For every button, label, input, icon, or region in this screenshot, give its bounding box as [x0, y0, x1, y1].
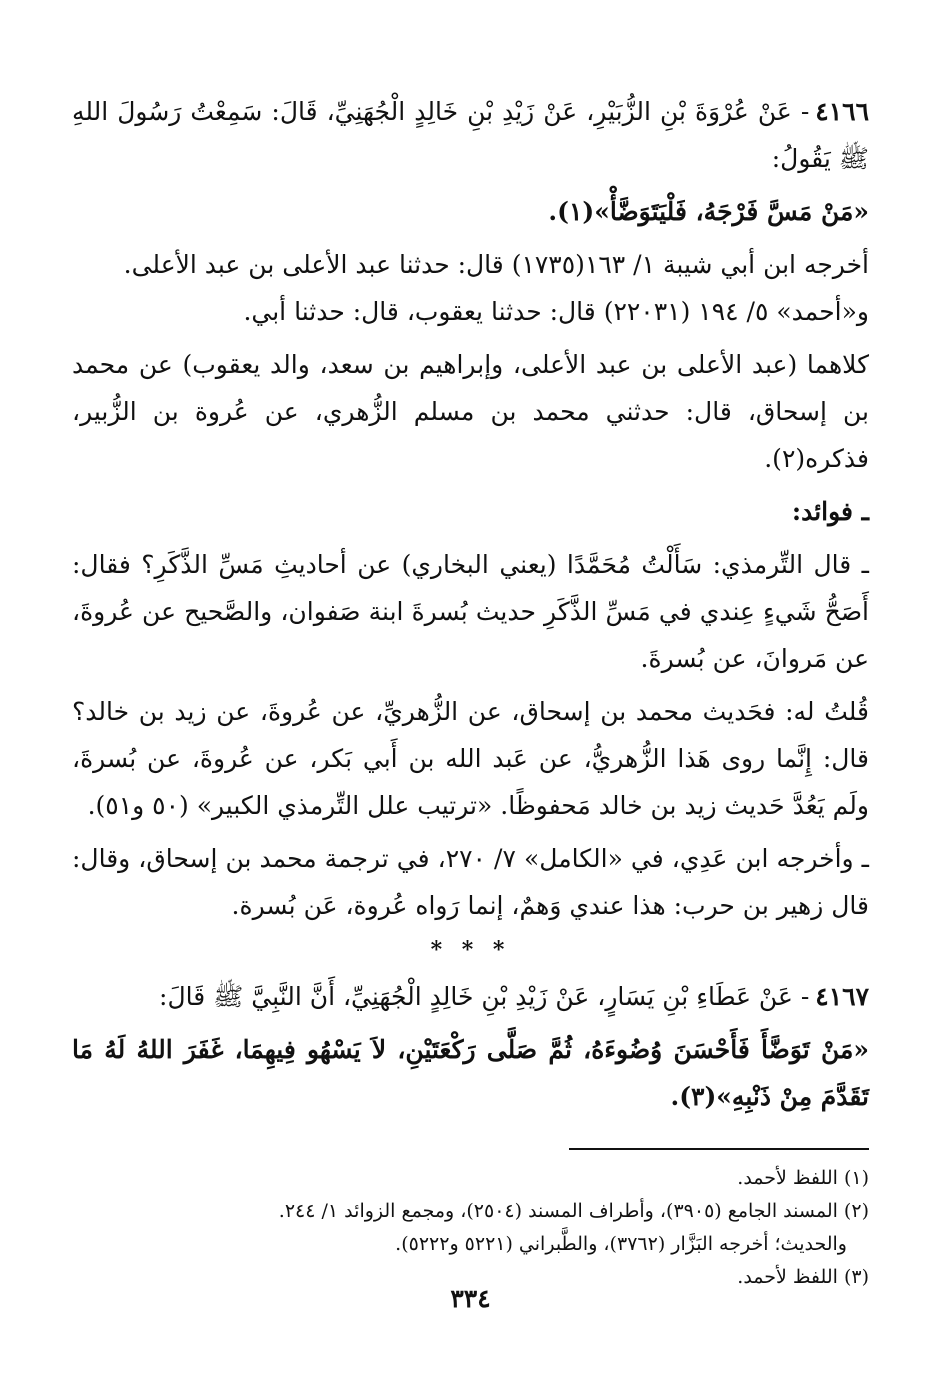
takhrij-ibn-abi-shayba: أخرجه ابن أبي شيبة ١/ ١٦٣(١٧٣٥) قال: حدثنا عبد الأعلى بن عبد الأعلى. — [123, 250, 869, 279]
hadith-text: - عَنْ عَطَاءِ بْنِ يَسَارٍ، عَنْ زَيْدِ بْنِ خَالِدٍ الْجُهَنِيِّ، أَنَّ النَّبِيَّ ﷺ قَالَ: — [159, 982, 810, 1011]
fawaid-tirmidhi: ـ قال التِّرمذي: سَأَلْتُ مُحَمَّدًا (يعني البخاري) عن أحاديثِ مَسِّ الذَّكَرِ؟ فقال: أَصَحُّ شَيءٍ عِندي في مَسِّ الذَّكَرِ حديث بُسرةَ ابنة صَفوان، والصَّحيح عن عُروةَ، عن مَروانَ، عن بُسرةَ. — [72, 550, 869, 673]
footnote-1: (١) اللفظ لأحمد. — [737, 1167, 869, 1189]
footnote-2: (٢) المسند الجامع (٣٩٠٥)، وأطراف المسند (٢٥٠٤)، ومجمع الزوائد ١/ ٢٤٤. — [278, 1200, 869, 1222]
hadith-4167-intro — [72, 973, 869, 1020]
hadith-number: ٤١٦٧ — [815, 982, 869, 1011]
page-number: ٣٣٤ — [450, 1284, 491, 1313]
hadith-text: - عَنْ عُرْوَةَ بْنِ الزُّبَيْرِ، عَنْ زَيْدِ بْنِ خَالِدٍ الْجُهَنِيِّ، قَالَ: سَمِعْتُ رَسُولَ اللهِ ﷺ يَقُولُ: — [72, 97, 869, 173]
fawaid-heading: ـ فوائد: — [791, 497, 869, 526]
hadith-4166-intro — [72, 88, 869, 182]
footnote-divider — [569, 1148, 869, 1150]
section-separator: * * * — [430, 937, 511, 963]
hadith-number: ٤١٦٦ — [815, 97, 869, 126]
main-text — [72, 88, 869, 1120]
footnote-2-continued: والحديث؛ أخرجه البَزَّار (٣٧٦٢)، والطَّبراني (٥٢٢١ و٥٢٢٢). — [395, 1233, 847, 1255]
footnote-3: (٣) اللفظ لأحمد. — [737, 1266, 869, 1288]
hadith-4166-quote: «مَنْ مَسَّ فَرْجَهُ، فَلْيَتَوَضَّأْ»(١). — [548, 197, 869, 226]
takhrij-chain: كلاهما (عبد الأعلى بن عبد الأعلى، وإبراهيم بن سعد، والد يعقوب) عن محمد بن إسحاق، قال: حدثني محمد بن مسلم الزُّهري، عن عُروة بن الزُّبير، فذكره(٢). — [72, 350, 869, 473]
footnotes — [72, 1162, 869, 1294]
takhrij-ahmad: و«أحمد» ٥/ ١٩٤ (٢٢٠٣١) قال: حدثنا يعقوب، قال: حدثنا أبي. — [243, 297, 869, 326]
fawaid-ibn-adi: ـ وأخرجه ابن عَدِي، في «الكامل» ٧/ ٢٧٠، في ترجمة محمد بن إسحاق، وقال: قال زهير بن حرب: هذا عندي وَهمٌ، إنما رَواه عُروة، عَن بُسرة. — [72, 844, 869, 920]
hadith-4167-quote: «مَنْ تَوَضَّأَ فَأَحْسَنَ وُضُوءَهُ، ثُمَّ صَلَّى رَكْعَتَيْنِ، لاَ يَسْهُو فِيهِمَا، غَفَرَ اللهُ لَهُ مَا تَقَدَّمَ مِنْ ذَنْبِهِ»(٣). — [72, 1035, 869, 1111]
fawaid-qultu: قُلتُ له: فحَديث محمد بن إسحاق، عن الزُّهريِّ، عن عُروةَ، عن زيد بن خالد؟ قال: إِنَّما روى هَذا الزُّهريُّ، عن عَبد الله بن أَبي بَكر، عن عُروةَ، عن بُسرةَ، ولَم يَعُدَّ حَديث زيد بن خالد مَحفوظًا. «ترتيب علل التِّرمذي الكبير» (٥٠ و٥١). — [72, 697, 869, 820]
